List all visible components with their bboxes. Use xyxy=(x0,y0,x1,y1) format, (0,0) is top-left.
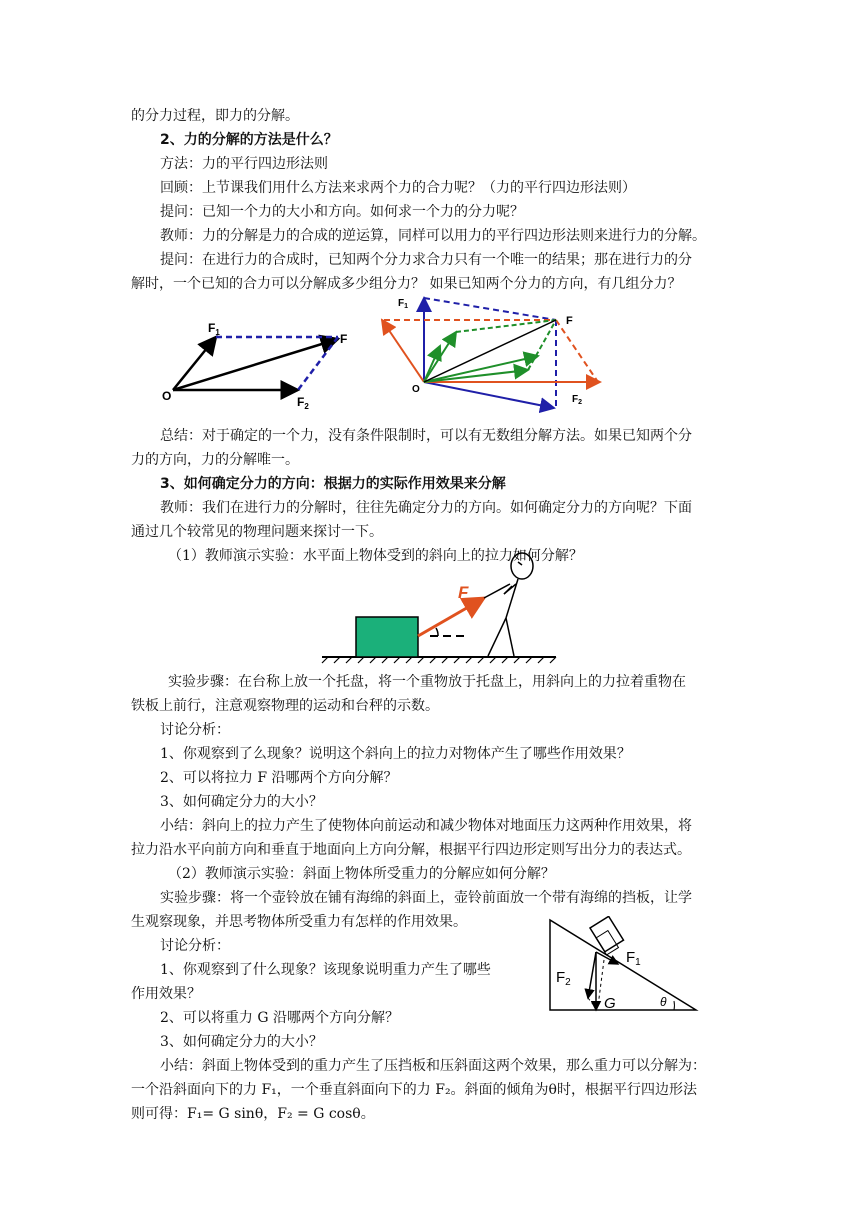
label-f2: $F_2$ xyxy=(297,395,309,411)
text-line: 1、你观察到了么现象？说明这个斜向上的拉力对物体产生了哪些作用效果？ xyxy=(160,746,631,762)
text-line: 1、你观察到了什么现象？该现象说明重力产生了哪些 xyxy=(160,962,491,978)
text-line: 则可得：F₁= G sinθ，F₂ = G cosθ。 xyxy=(131,1106,375,1122)
person xyxy=(488,553,533,656)
text-line: （1）教师演示实验：水平面上物体受到的斜向上的拉力如何分解？ xyxy=(168,548,583,564)
label-f: F xyxy=(458,583,469,602)
text-line: 拉力沿水平向前方向和垂直于地面向上方向分解，根据平行四边形定则写出分力的表达式。 xyxy=(131,842,691,858)
dashed-guide xyxy=(588,998,596,1008)
text-line: 作用效果？ xyxy=(131,986,201,1002)
label-f1: $F_1$ xyxy=(398,298,409,310)
green-f2-arrow xyxy=(424,356,538,382)
resultant-arrow xyxy=(173,339,338,390)
label-theta: θ xyxy=(660,995,667,1009)
text-line: 教师：我们在进行力的分解时，往往先确定分力的方向。如何确定分力的方向呢？下面 xyxy=(160,500,692,516)
text-line: 3、如何确定分力的大小？ xyxy=(160,1034,323,1050)
label-g: G xyxy=(604,995,616,1012)
pulling-box-figure xyxy=(320,550,560,665)
dashed-side xyxy=(424,298,556,320)
text-line: 生观察现象，并思考物体所受重力有怎样的作用效果。 xyxy=(131,914,467,930)
label-f: F xyxy=(566,315,573,327)
dashed-side xyxy=(556,320,598,382)
blue-f2-arrow xyxy=(424,382,554,408)
angle-arc xyxy=(436,628,438,636)
f2-arrow xyxy=(588,952,596,998)
text-line: 2、可以将拉力 F 沿哪两个方向分解？ xyxy=(160,770,398,786)
text-line: 力的方向，力的分解唯一。 xyxy=(131,452,299,468)
text-line: 解时，一个已知的合力可以分解成多少组分力？ 如果已知两个分力的方向，有几组分力？ xyxy=(131,276,682,292)
text-line: 的分力过程，即力的分解。 xyxy=(131,108,299,124)
text-line: 一个沿斜面向下的力 F₁，一个垂直斜面向下的力 F₂。斜面的倾角为θ时，根据平行四边形法 xyxy=(131,1082,697,1098)
box xyxy=(356,617,418,657)
green-f2-arrow xyxy=(424,370,528,382)
label-f2: $F_2$ xyxy=(572,394,583,406)
orange-f1-arrow xyxy=(382,320,424,382)
bell xyxy=(590,916,623,951)
text-line: 铁板上前行，注意观察物理的运动和台秤的示数。 xyxy=(131,698,439,714)
label-f1: $F_1$ xyxy=(208,321,220,337)
dashed-side xyxy=(456,320,556,332)
text-line: 方法：力的平行四边形法则 xyxy=(160,156,328,172)
text-line: 提问：在进行力的合成时，已知两个分力求合力只有一个唯一的结果；那在进行力的分 xyxy=(160,252,692,268)
text-line: 教师：力的分解是力的合成的逆运算，同样可以用力的平行四边形法则来进行力的分解。 xyxy=(160,228,706,244)
text-line: 小结：斜向上的拉力产生了使物体向前运动和减少物体对地面压力这两种作用效果，将 xyxy=(160,818,692,834)
section-heading-2: 2、力的分解的方法是什么？ xyxy=(160,132,338,148)
text-line: 讨论分析： xyxy=(160,938,230,954)
text-line: 讨论分析： xyxy=(160,722,230,738)
green-f1-arrow xyxy=(424,346,440,382)
parallelogram-figure xyxy=(160,310,360,414)
f1-arrow xyxy=(596,952,618,964)
label-o: O xyxy=(162,389,172,403)
text-line: 总结：对于确定的一个力，没有条件限制时，可以有无数组分解方法。如果已知两个分 xyxy=(160,428,692,444)
text-line: 小结：斜面上物体受到的重力产生了压挡板和压斜面这两个效果，那么重力可以分解为： xyxy=(160,1058,706,1074)
multiple-decomposition-figure xyxy=(378,290,608,415)
text-line: 实验步骤：将一个壶铃放在铺有海绵的斜面上，壶铃前面放一个带有海绵的挡板，让学 xyxy=(160,890,692,906)
text-line: 3、如何确定分力的大小？ xyxy=(160,794,323,810)
incline-figure xyxy=(546,916,702,1014)
incline xyxy=(550,920,696,1010)
pull-force-arrow xyxy=(418,598,484,636)
text-line: （2）教师演示实验：斜面上物体所受重力的分解应如何分解？ xyxy=(168,866,555,882)
dashed-side xyxy=(528,320,556,370)
text-line: 2、可以将重力 G 沿哪两个方向分解？ xyxy=(160,1010,399,1026)
text-line: 回顾：上节课我们用什么方法来求两个力的合力呢？（力的平行四边形法则） xyxy=(160,180,636,196)
text-line: 通过几个较常见的物理问题来探讨一下。 xyxy=(131,524,383,540)
label-f: F xyxy=(340,332,348,346)
section-heading-3: 3、如何确定分力的方向：根据力的实际作用效果来分解 xyxy=(160,476,506,492)
label-o: O xyxy=(412,384,420,395)
text-line: 提问：已知一个力的大小和方向。如何求一个力的分力呢？ xyxy=(160,204,524,220)
label-f2: $F_2$ xyxy=(556,969,571,988)
label-f1: $F_1$ xyxy=(626,949,641,968)
text-line: 实验步骤：在台称上放一个托盘，将一个重物放于托盘上，用斜向上的力拉着重物在 xyxy=(168,674,686,690)
